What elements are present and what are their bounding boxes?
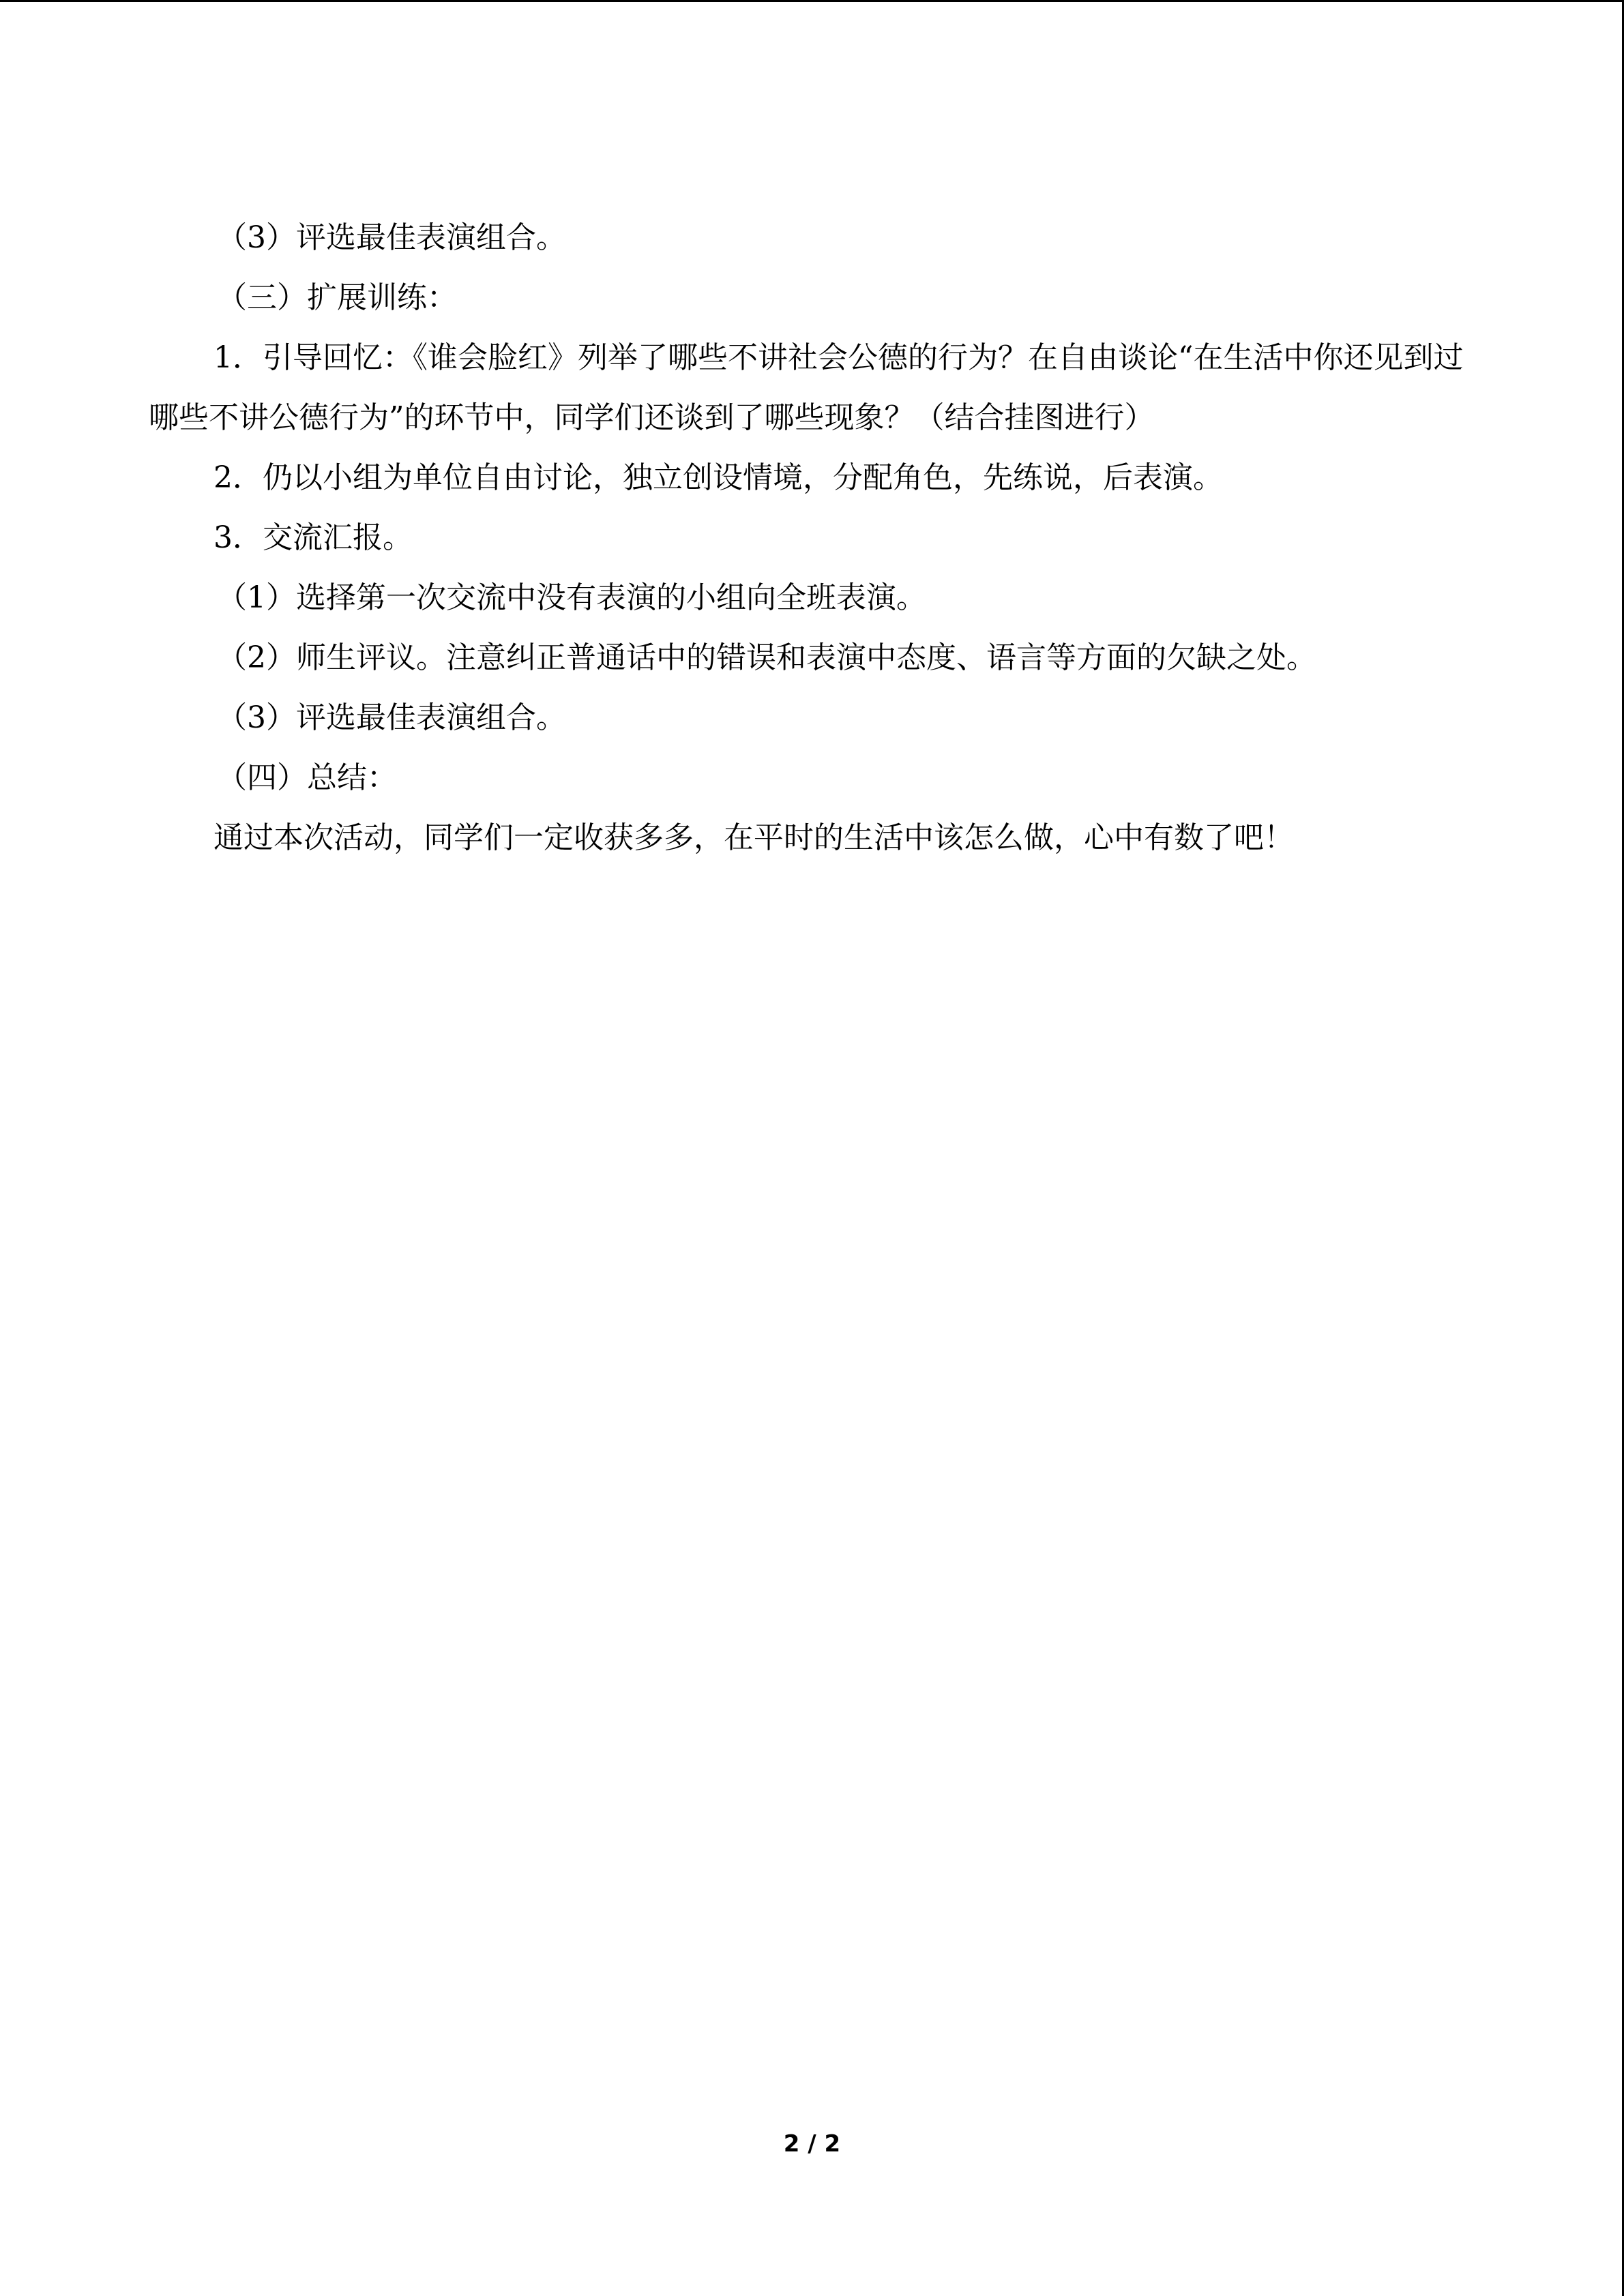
page-number: 2 / 2 [783, 2130, 841, 2158]
section-heading-extension-training: （三）扩展训练： [217, 280, 457, 315]
paragraph-substep-2-evaluate: （2）师生评议。注意纠正普通话中的错误和表演中态度、语言等方面的欠缺之处。 [217, 640, 1316, 675]
paragraph-substep-1-perform: （1）选择第一次交流中没有表演的小组向全班表演。 [217, 580, 926, 615]
paragraph-item-1-recall: 1．引导回忆：《谁会脸红》列举了哪些不讲社会公德的行为？在自由谈论“在生活中你还见到过哪些不讲公德行为”的环节中，同学们还谈到了哪些现象？（结合挂图进行） [149, 340, 1464, 435]
paragraph-summary-text: 通过本次活动，同学们一定收获多多，在平时的生活中该怎么做，心中有数了吧！ [213, 820, 1294, 855]
page-top-border [0, 0, 1624, 2]
paragraph-step-3-select-best: （3）评选最佳表演组合。 [217, 220, 566, 255]
document-body [149, 208, 1475, 868]
paragraph-item-3-report: 3．交流汇报。 [213, 520, 413, 555]
paragraph-substep-3-select-best: （3）评选最佳表演组合。 [217, 700, 566, 735]
paragraph-item-2-group-discussion: 2．仍以小组为单位自由讨论，独立创设情境，分配角色，先练说，后表演。 [213, 460, 1223, 495]
section-heading-summary: （四）总结： [217, 760, 397, 795]
